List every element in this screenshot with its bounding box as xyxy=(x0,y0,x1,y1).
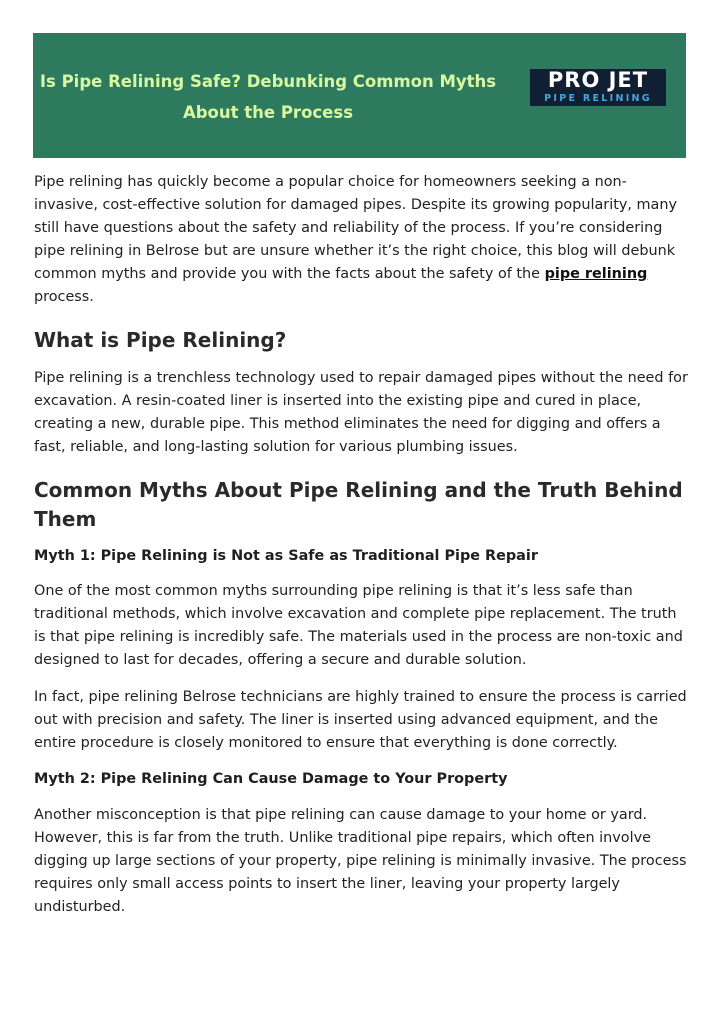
intro-text: Pipe relining has quickly become a popular choice for homeowners seeking a non-invasive, cost-effective solution for damaged pipes. Despite its growing popularity, many still have questions about the safety and reliability of the process. If you’re considering pipe relining in Belrose but are unsure whether it’s the right choice, this blog will debunk common myths and provide you with the facts about the safety of the xyxy=(34,174,678,282)
document-title: Is Pipe Relining Safe? Debunking Common Myths About the Process xyxy=(39,72,497,122)
myth1-paragraph-2: In fact, pipe relining Belrose technicians are highly trained to ensure the process is carried out with precision and safety. The liner is inserted using advanced equipment, and the entire procedure is closely monitored to ensure that everything is done correctly. xyxy=(34,689,687,751)
myth1-paragraph-1: One of the most common myths surrounding pipe relining is that it’s less safe than traditional methods, which involve excavation and complete pipe replacement. The truth is that pipe relining is incredibly safe. The materials used in the process are non-toxic and designed to last for decades, offering a secure and durable solution. xyxy=(34,583,683,668)
article-body xyxy=(34,171,688,919)
header-banner xyxy=(33,33,686,158)
intro-text-end: process. xyxy=(34,289,94,305)
myth2-paragraph-1: Another misconception is that pipe relining can cause damage to your home or yard. However, this is far from the truth. Unlike traditional pipe repairs, which often involve digging up large sections of your property, pipe relining is minimally invasive. The process requires only small access points to insert the liner, leaving your property largely undisturbed. xyxy=(34,807,687,915)
section-heading-myths: Common Myths About Pipe Relining and the Truth Behind Them xyxy=(34,478,683,531)
what-is-paragraph: Pipe relining is a trenchless technology used to repair damaged pipes without the need for excavation. A resin-coated liner is inserted into the existing pipe and cured in place, creating a new, durable pipe. This method eliminates the need for digging and offers a fast, reliable, and long-lasting solution for various plumbing issues. xyxy=(34,370,688,455)
myth2-heading: Myth 2: Pipe Relining Can Cause Damage to Your Property xyxy=(34,771,508,787)
logo-tagline: PIPE RELINING xyxy=(544,93,652,104)
projet-logo xyxy=(530,69,666,106)
pipe-relining-link[interactable]: pipe relining xyxy=(544,266,648,282)
myth1-heading: Myth 1: Pipe Relining is Not as Safe as Traditional Pipe Repair xyxy=(34,548,538,564)
intro-paragraph xyxy=(34,171,688,309)
section-heading-what-is: What is Pipe Relining? xyxy=(34,328,287,352)
logo-wordmark: PRO JET xyxy=(547,68,649,92)
